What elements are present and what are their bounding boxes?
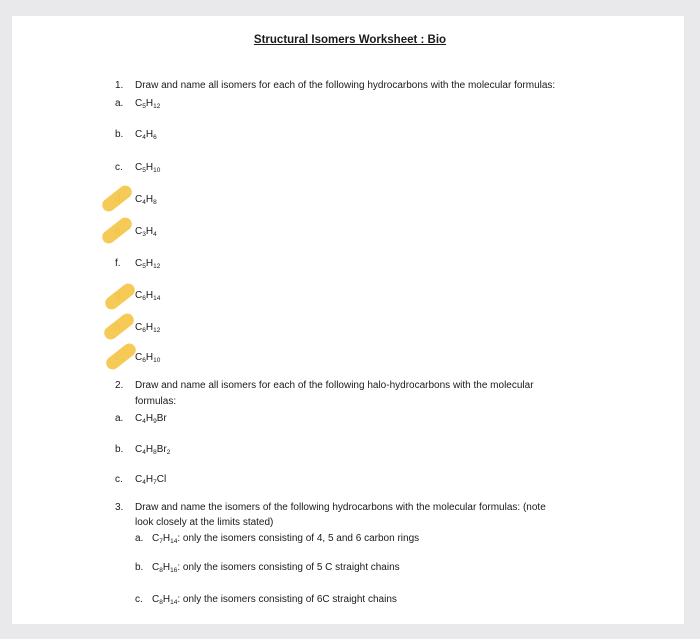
q3-item-formula: $C_8H_{16}$: only the isomers consisting of 5 C straight chains [152, 562, 400, 574]
q3-item-note: : only the isomers consisting of 5 C straight chains [177, 562, 400, 573]
q1-item-letter: b. [115, 129, 124, 140]
q1-item-letter: a. [115, 98, 124, 109]
q2-item-letter: a. [115, 413, 124, 424]
q2-item-letter: c. [115, 474, 123, 485]
q2-item-formula: $C_4H_9Br$ [135, 413, 167, 425]
q3-item-note: : only the isomers consisting of 4, 5 and 6 carbon rings [177, 533, 420, 544]
q3-item-letter: b. [135, 562, 144, 573]
q3-item-letter: c. [135, 594, 143, 605]
q1-item-formula: $C_4H_8$ [135, 194, 157, 206]
q3-text-line1: Draw and name the isomers of the following hydrocarbons with the molecular formulas: (note [135, 502, 546, 513]
q1-item-formula: $C_6H_{12}$ [135, 322, 161, 334]
q3-item-letter: a. [135, 533, 144, 544]
q2-text-line1: Draw and name all isomers for each of the following halo-hydrocarbons with the molecular [135, 380, 534, 391]
q3-number: 3. [115, 502, 124, 513]
q2-item-letter: b. [115, 444, 124, 455]
q3-item-note: : only the isomers consisting of 6C straight chains [177, 594, 397, 605]
q1-item-formula: $C_5H_{12}$ [135, 258, 161, 270]
q2-text-line2: formulas: [135, 396, 177, 407]
q1-item-formula: $C_3H_4$ [135, 226, 157, 238]
q1-item-letter: c. [115, 162, 123, 173]
q3-text-line2: look closely at the limits stated) [135, 517, 274, 528]
q1-item-formula: $C_6H_{10}$ [135, 352, 161, 364]
q2-number: 2. [115, 380, 124, 391]
q1-item-formula: $C_6H_{14}$ [135, 290, 161, 302]
q1-item-formula: $C_5H_{10}$ [135, 162, 161, 174]
q1-number: 1. [115, 80, 124, 91]
q1-item-formula: $C_4H_6$ [135, 129, 157, 141]
q3-item-formula: $C_7H_{14}$: only the isomers consisting of 4, 5 and 6 carbon rings [152, 533, 420, 545]
q2-item-formula: $C_4H_7Cl$ [135, 474, 167, 486]
q1-item-letter: f. [115, 258, 121, 269]
q1-text: Draw and name all isomers for each of the following hydrocarbons with the molecular formulas: [135, 80, 556, 91]
q2-item-formula: $C_4H_8Br_2$ [135, 444, 171, 456]
worksheet-title: Structural Isomers Worksheet : Bio [253, 34, 447, 46]
q3-item-formula: $C_8H_{14}$: only the isomers consisting of 6C straight chains [152, 594, 397, 606]
q1-item-formula: $C_5H_{12}$ [135, 98, 161, 110]
